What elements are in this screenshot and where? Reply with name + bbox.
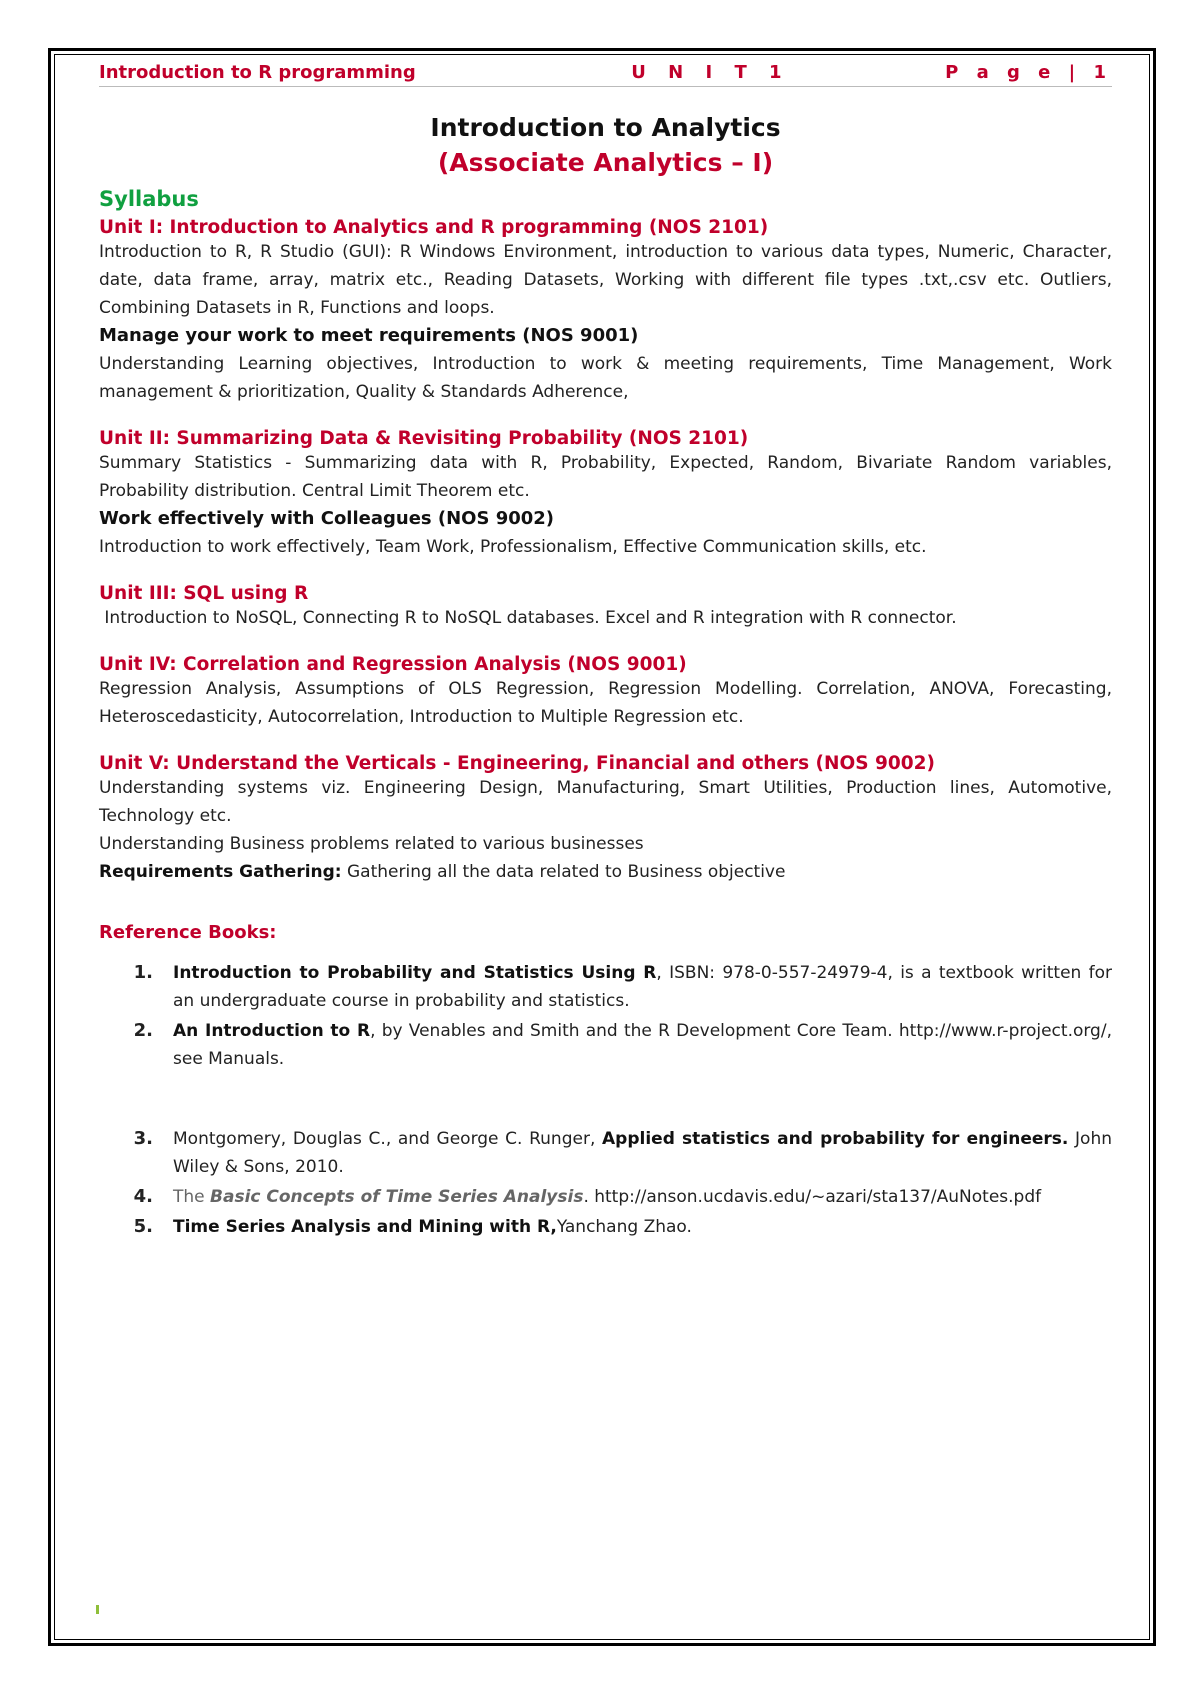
reference-number: 1. <box>133 962 153 983</box>
unit-5-text: Understanding systems viz. Engineering Design, Manufacturing, Smart Utilities, Production lines, Automotive, Technology etc. <box>99 778 1112 826</box>
unit-1-heading: Unit I: Introduction to Analytics and R programming (NOS 2101) <box>99 217 769 238</box>
reference-list <box>99 959 1118 1241</box>
reference-item <box>99 1125 1118 1181</box>
header-page-number: P a g e | 1 <box>945 62 1112 83</box>
reference-item <box>99 959 1112 1015</box>
reference-item <box>99 1183 1112 1211</box>
reference-item <box>99 1213 1112 1241</box>
footer-mark <box>96 1605 99 1614</box>
syllabus-heading: Syllabus <box>99 187 199 211</box>
unit-5-requirements <box>99 858 1112 886</box>
unit-2-heading: Unit II: Summarizing Data & Revisiting Probability (NOS 2101) <box>99 428 749 449</box>
document-title: Introduction to Analytics <box>430 113 781 142</box>
header-unit: U N I T 1 <box>631 62 790 83</box>
unit-1-subheading: Manage your work to meet requirements (NOS 9001) <box>99 325 639 346</box>
requirements-text: Gathering all the data related to Business objective <box>341 862 786 882</box>
unit-5-text-2: Understanding Business problems related to various businesses <box>99 834 644 854</box>
document-page <box>99 62 1118 1243</box>
reference-number: 4. <box>133 1186 153 1207</box>
document-subtitle: (Associate Analytics – I) <box>437 148 774 177</box>
reference-title: Introduction to Probability and Statistics Using R <box>173 963 657 983</box>
reference-title: An Introduction to R <box>173 1021 371 1041</box>
unit-2-subheading: Work effectively with Colleagues (NOS 9002) <box>99 508 555 529</box>
unit-5-heading: Unit V: Understand the Verticals - Engineering, Financial and others (NOS 9002) <box>99 753 935 774</box>
requirements-label: Requirements Gathering: <box>99 862 342 882</box>
reference-details: John Wiley & Sons, 2010. <box>173 1129 1118 1177</box>
unit-3-heading: Unit III: SQL using R <box>99 583 309 604</box>
reference-details: . http://anson.ucdavis.edu/~azari/sta137/AuNotes.pdf <box>583 1187 1042 1207</box>
unit-1-text: Introduction to R, R Studio (GUI): R Windows Environment, introduction to various data types, Numeric, Character, date, data frame, array, matrix etc., Reading Datasets, Working with different file types .txt,.csv etc. Outliers, Combining Datasets in R, Functions and loops. <box>99 242 1112 318</box>
reference-number: 3. <box>133 1128 153 1149</box>
running-header <box>99 62 1112 87</box>
reference-details: , ISBN: 978-0-557-24979-4, is a textbook written for an undergraduate course in probability and statistics. <box>173 963 1112 1011</box>
reference-title: Time Series Analysis and Mining with R, <box>173 1217 557 1237</box>
unit-2-text: Summary Statistics - Summarizing data with R, Probability, Expected, Random, Bivariate Random variables, Probability distribution. Central Limit Theorem etc. <box>99 453 1112 501</box>
header-course-title: Introduction to R programming <box>99 62 416 83</box>
reference-number: 2. <box>133 1020 153 1041</box>
reference-details: , by Venables and Smith and the R Development Core Team. http://www.r-project.org/, see Manuals. <box>173 1021 1112 1069</box>
unit-4-heading: Unit IV: Correlation and Regression Analysis (NOS 9001) <box>99 654 687 675</box>
reference-item <box>99 1017 1112 1073</box>
unit-1-subtext: Understanding Learning objectives, Introduction to work & meeting requirements, Time Management, Work management & prioritization, Quality & Standards Adherence, <box>99 354 1112 402</box>
reference-prefix: The <box>173 1187 211 1207</box>
reference-title: Applied statistics and probability for engineers. <box>602 1129 1069 1149</box>
unit-4-text: Regression Analysis, Assumptions of OLS Regression, Regression Modelling. Correlation, ANOVA, Forecasting, Heteroscedasticity, Autocorrelation, Introduction to Multiple Regression etc. <box>99 679 1112 727</box>
reference-title: Basic Concepts of Time Series Analysis <box>210 1187 584 1207</box>
reference-authors: Montgomery, Douglas C., and George C. Runger, <box>173 1129 603 1149</box>
reference-details: Yanchang Zhao. <box>556 1217 692 1237</box>
unit-2-subtext: Introduction to work effectively, Team Work, Professionalism, Effective Communication skills, etc. <box>99 537 927 557</box>
reference-books-heading: Reference Books: <box>99 922 277 943</box>
reference-number: 5. <box>133 1216 153 1237</box>
unit-3-text: Introduction to NoSQL, Connecting R to NoSQL databases. Excel and R integration with R connector. <box>99 608 957 628</box>
